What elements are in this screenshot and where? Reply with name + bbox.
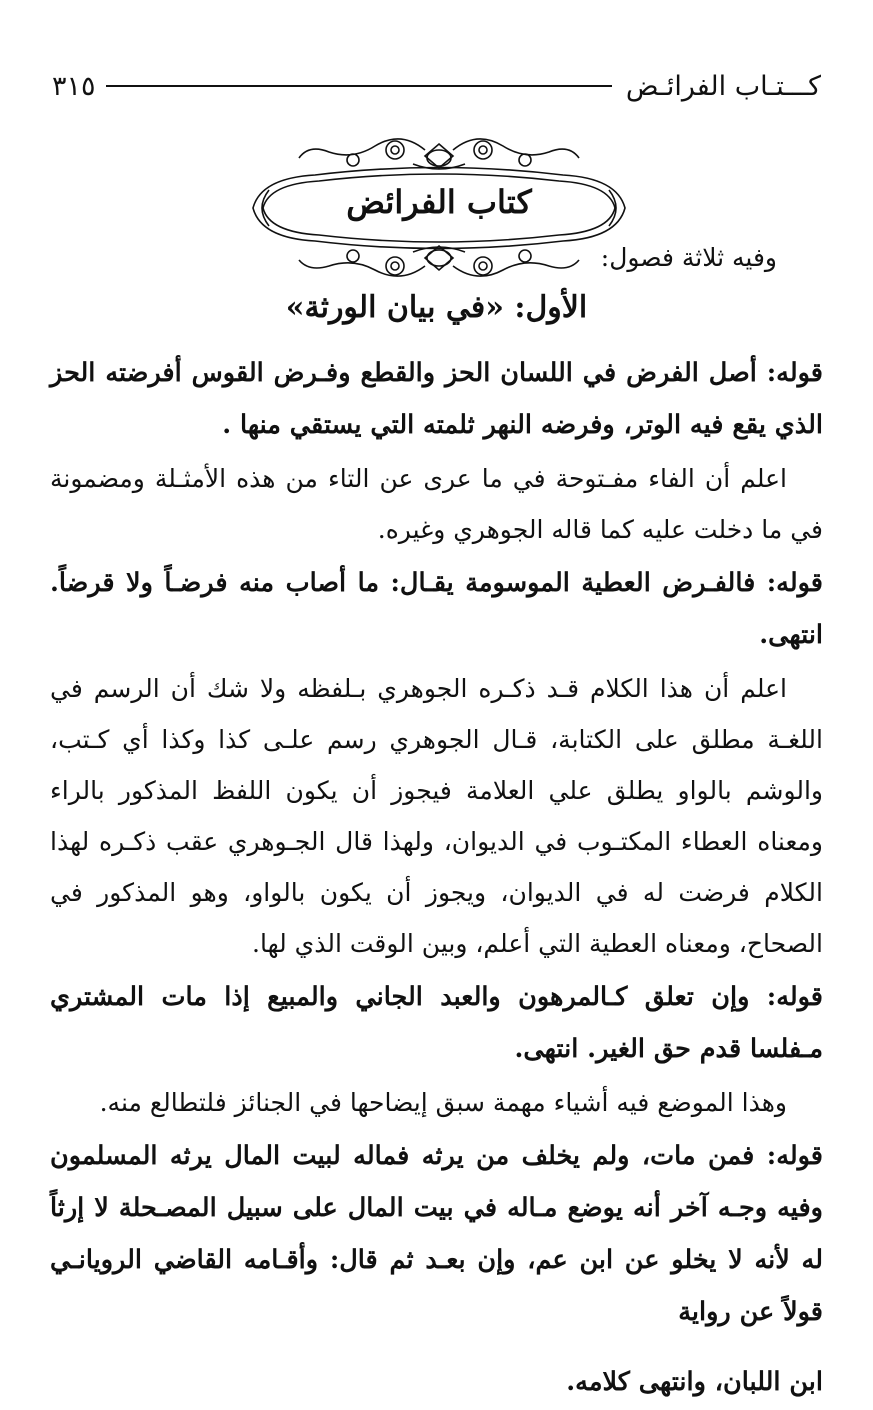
quote-paragraph: قوله: وإن تعلق كـالمرهون والعبد الجاني والمبيع إذا مات المشتري مـفلسا قدم حق الغير. انتهى. (50, 982, 823, 1064)
quote-paragraph-end: ابن اللبان، وانتهى كلامه. (566, 1367, 823, 1397)
commentary-paragraph: وهذا الموضع فيه أشياء مهمة سبق إيضاحها في الجنائز فلتطالع منه. (99, 1088, 787, 1117)
chapter-intro: وفيه ثلاثة فصول: (600, 243, 777, 272)
quote-paragraph: قوله: أصل الفرض في اللسان الحز والقطع وفـرض القوس أفرضته الحز الذي يقع فيه الوتر، وفرضه النهر ثلمته التي يستقي منها . (50, 358, 823, 440)
page-number: ٣١٥ (52, 70, 96, 102)
chapter-title-frame (245, 120, 633, 280)
running-title: كـــتـاب الفرائـض (625, 70, 821, 102)
header-rule (106, 85, 612, 87)
commentary-paragraph: اعلم أن الفاء مفـتوحة في ما عرى عن التاء من هذه الأمثـلة ومضمونة في ما دخلت عليه كما قاله الجوهري وغيره. (50, 464, 823, 544)
commentary-paragraph: اعلم أن هذا الكلام قـد ذكـره الجوهري بـلفظه ولا شك أن الرسم في اللغـة مطلق على الكتابة، قـال الجوهري رسم علـى كذا وكذا أي كـتب، والوشم بالواو يطلق علي العلامة فيجوز أن يكون اللفظ المذكور بالراء ومعناه العطاء المكتـوب في الديوان، ولهذا قال الجـوهري عقب ذكـره لهذا الكلام فرضت له في الديوان، ويجوز أن يكون بالواو، وهو المذكور في الصحاح، ومعناه العطية التي أعلم، وبين الوقت الذي لها. (50, 674, 823, 958)
chapter-title: كتاب الفرائض (346, 183, 532, 221)
running-header (52, 66, 821, 106)
quote-paragraph: قوله: فالفـرض العطية الموسومة يقـال: ما أصاب منه فرضـاً ولا قرضاً. انتهى. (50, 568, 823, 650)
section-heading: الأول: «في بيان الورثة» (285, 290, 588, 325)
quote-paragraph: قوله: فمن مات، ولم يخلف من يرثه فماله لبيت المال يرثه المسلمون وفيه وجـه آخر أنه يوضع مـاله في بيت المال على سبيل المصـحلة لا إرثاً له لأنه لا يخلو عن ابن عم، وإن بعـد ثم قال: وأقـامه القاضي الرويانـي قولاً عن رواية (50, 1141, 823, 1327)
body-text (50, 347, 823, 1410)
